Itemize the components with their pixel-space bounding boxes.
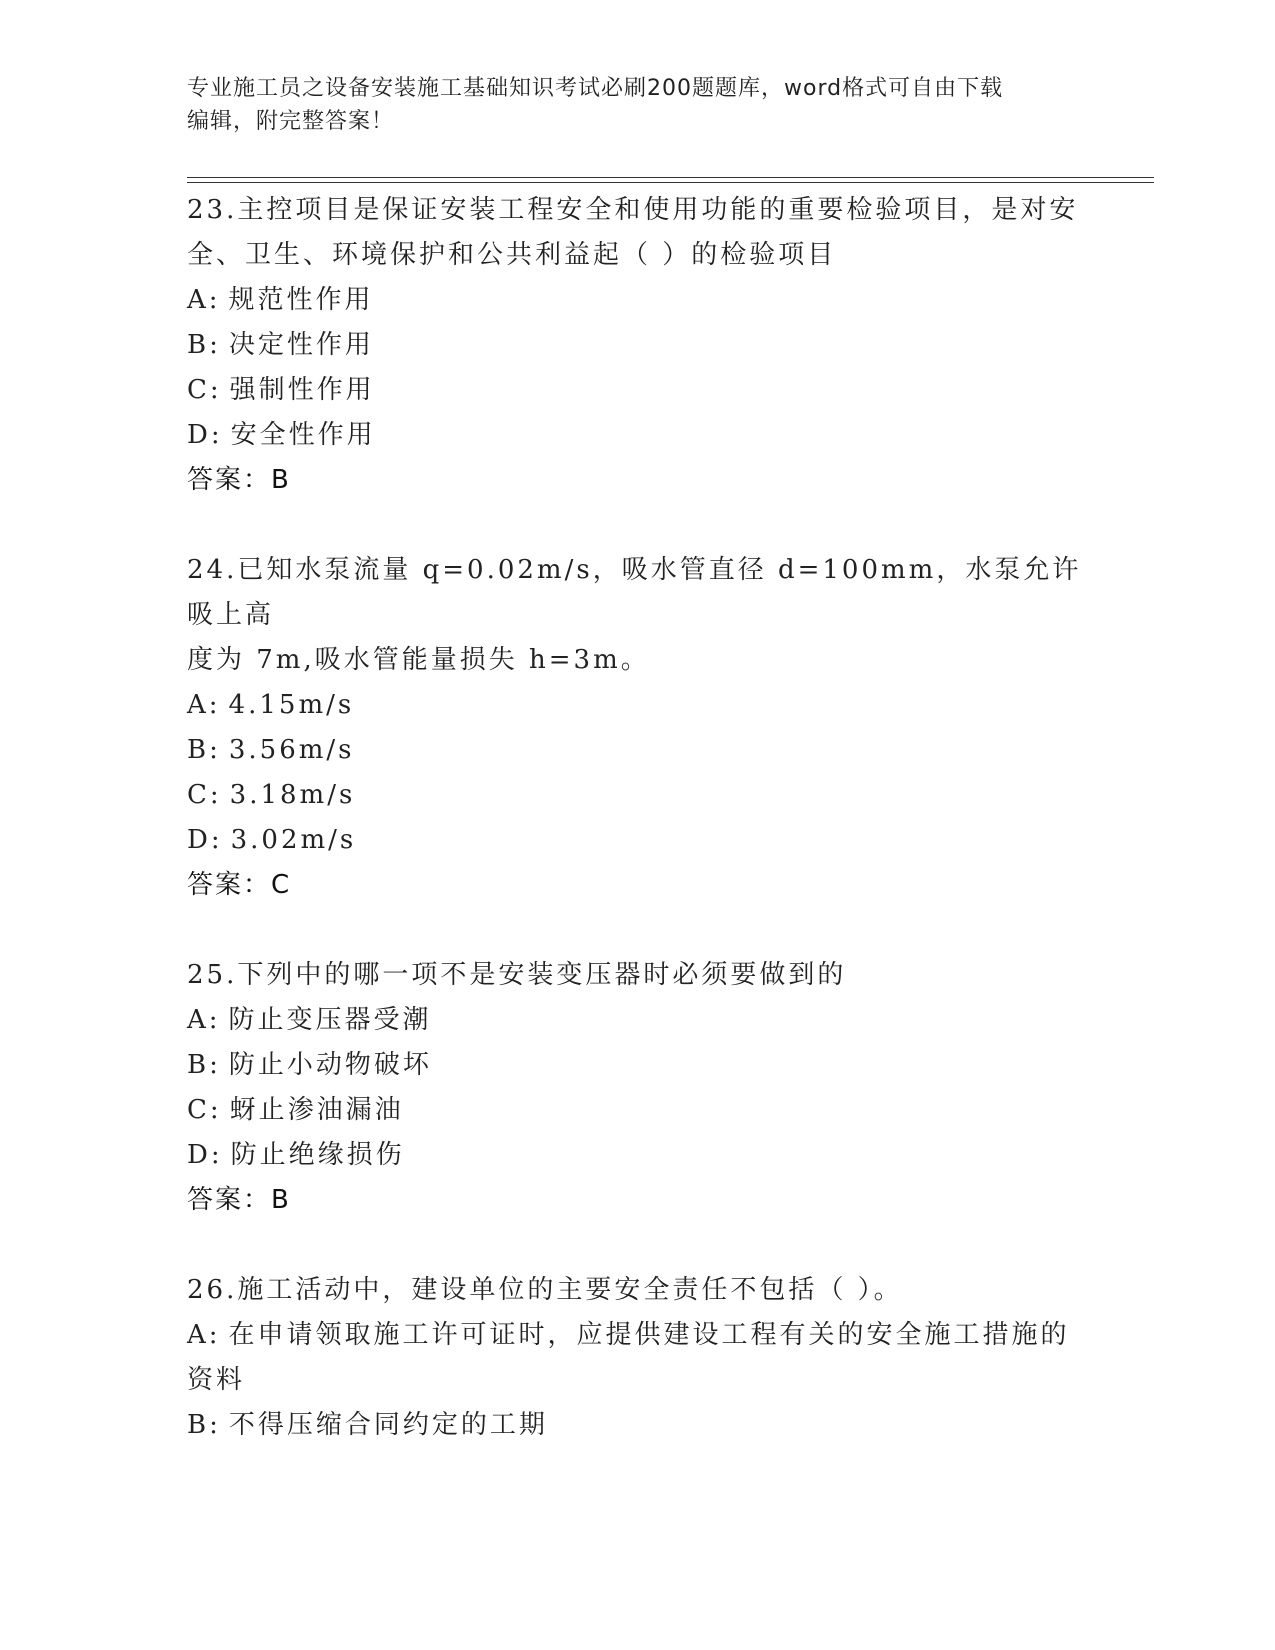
option-d (187, 413, 1087, 458)
question-list (187, 188, 1087, 1493)
option-label: D: (187, 825, 223, 855)
option-label: B: (187, 735, 221, 765)
option-a-continued: 资料 (187, 1365, 246, 1395)
answer-line: 答案：B (187, 1185, 291, 1215)
document-header (187, 72, 1087, 138)
header-line-2: 编辑，附完整答案！ (187, 109, 395, 134)
question-stem-line: 26.施工活动中，建设单位的主要安全责任不包括（ ）。 (187, 1275, 903, 1305)
question-stem-line: 度为 7m,吸水管能量损失 h=3m。 (187, 645, 650, 675)
header-line-1: 专业施工员之设备安装施工基础知识考试必刷200题题库，word格式可自由下载 (187, 76, 1004, 101)
option-text: 强制性作用 (229, 375, 375, 405)
option-text: 蚜止渗油漏油 (229, 1095, 404, 1125)
header-divider-bottom (187, 182, 1154, 183)
option-a (187, 998, 1087, 1043)
answer-line: 答案：C (187, 870, 292, 900)
option-text: 在申请领取施工许可证时，应提供建设工程有关的安全施工措施的 (228, 1320, 1070, 1350)
option-label: D: (187, 1140, 223, 1170)
option-d (187, 818, 1087, 863)
question-24 (187, 548, 1087, 908)
question-stem-line: 24.已知水泵流量 q=0.02m/s，吸水管直径 d=100mm，水泵允许吸上高 (187, 555, 1082, 630)
option-text: 防止变压器受潮 (228, 1005, 432, 1035)
option-text: 3.56m/s (228, 735, 355, 765)
option-label: D: (187, 420, 223, 450)
option-label: C: (187, 1095, 222, 1125)
option-text: 4.15m/s (228, 690, 355, 720)
option-label: B: (187, 1410, 221, 1440)
question-stem-line: 23.主控项目是保证安装工程安全和使用功能的重要检验项目，是对安 (187, 195, 1079, 225)
option-d (187, 1133, 1087, 1178)
option-c (187, 773, 1087, 818)
option-label: A: (187, 1320, 221, 1350)
option-text: 不得压缩合同约定的工期 (228, 1410, 548, 1440)
option-b (187, 1043, 1087, 1088)
option-label: C: (187, 375, 222, 405)
option-text: 防止小动物破坏 (228, 1050, 432, 1080)
option-label: C: (187, 780, 222, 810)
header-divider-top (187, 177, 1154, 178)
option-a (187, 683, 1087, 728)
option-text: 3.18m/s (229, 780, 356, 810)
question-26 (187, 1268, 1087, 1448)
option-a (187, 278, 1087, 323)
option-b (187, 1403, 1087, 1448)
option-text: 3.02m/s (230, 825, 357, 855)
option-text: 防止绝缘损伤 (230, 1140, 405, 1170)
question-23 (187, 188, 1087, 503)
question-25 (187, 953, 1087, 1223)
option-label: A: (187, 690, 221, 720)
option-a (187, 1313, 1087, 1358)
question-stem-line: 全、卫生、环境保护和公共利益起（ ）的检验项目 (187, 240, 837, 270)
option-text: 决定性作用 (228, 330, 374, 360)
question-stem-line: 25.下列中的哪一项不是安装变压器时必须要做到的 (187, 960, 847, 990)
option-label: B: (187, 1050, 221, 1080)
option-b (187, 323, 1087, 368)
option-label: A: (187, 1005, 221, 1035)
option-label: B: (187, 330, 221, 360)
option-text: 规范性作用 (228, 285, 374, 315)
answer-line: 答案：B (187, 465, 291, 495)
option-label: A: (187, 285, 221, 315)
option-text: 安全性作用 (230, 420, 376, 450)
option-c (187, 1088, 1087, 1133)
option-b (187, 728, 1087, 773)
option-c (187, 368, 1087, 413)
